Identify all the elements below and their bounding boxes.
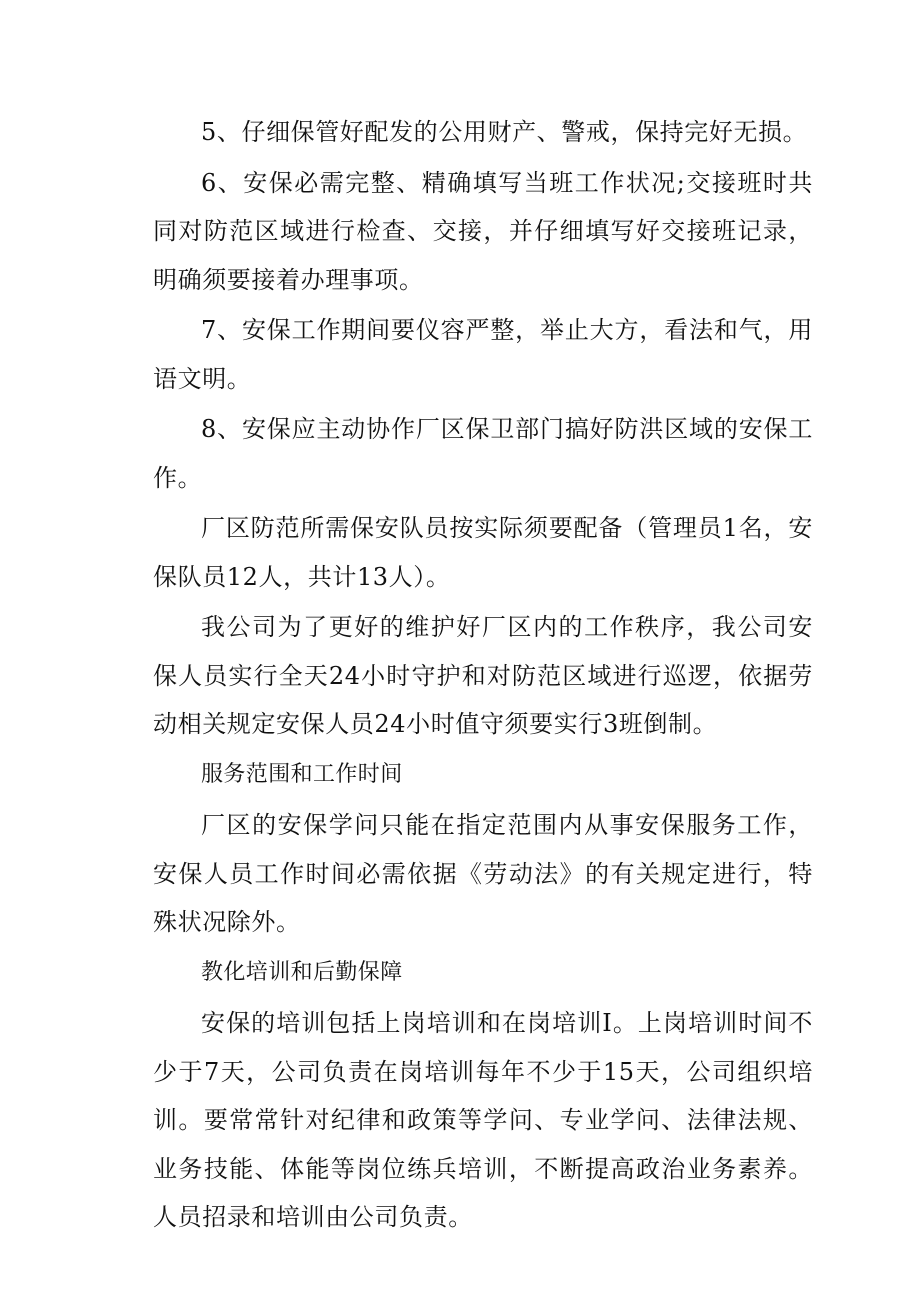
- paragraph-staffing: 厂区防范所需保安队员按实际须要配备（管理员1名，安保队员12人，共计13人）。: [153, 514, 813, 591]
- section-heading-training: 教化培训和后勤保障: [201, 959, 403, 985]
- paragraph-training: 安保的培训包括上岗培训和在岗培训I。上岗培训时间不少于7天，公司负责在岗培训每年不少于15天，公司组织培训。要常常针对纪律和政策等学问、专业学问、法律法规、业务技能、体能等岗位练兵培训，不断提高政治业务素养。人员招录和培训由公司负责。: [153, 1009, 813, 1231]
- paragraph-service-scope: 厂区的安保学问只能在指定范围内从事安保服务工作，安保人员工作时间必需依据《劳动法》的有关规定进行，特殊状况除外。: [153, 811, 813, 936]
- paragraph-shift-system: 我公司为了更好的维护好厂区内的工作秩序，我公司安保人员实行全天24小时守护和对防范区域进行巡逻，依据劳动相关规定安保人员24小时值守须要实行3班倒制。: [153, 613, 813, 738]
- paragraph-rule-7: 7、安保工作期间要仪容严整，举止大方，看法和气，用语文明。: [153, 316, 813, 393]
- paragraph-rule-6: 6、安保必需完整、精确填写当班工作状况;交接班时共同对防范区域进行检查、交接，并仔细填写好交接班记录，明确须要接着办理事项。: [153, 168, 813, 294]
- document-body: [153, 108, 813, 1244]
- section-heading-service-scope: 服务范围和工作时间: [201, 761, 403, 787]
- paragraph-rule-8: 8、安保应主动协作厂区保卫部门搞好防洪区域的安保工作。: [153, 415, 813, 492]
- paragraph-rule-5: 5、仔细保管好配发的公用财产、警戒，保持完好无损。: [201, 118, 808, 146]
